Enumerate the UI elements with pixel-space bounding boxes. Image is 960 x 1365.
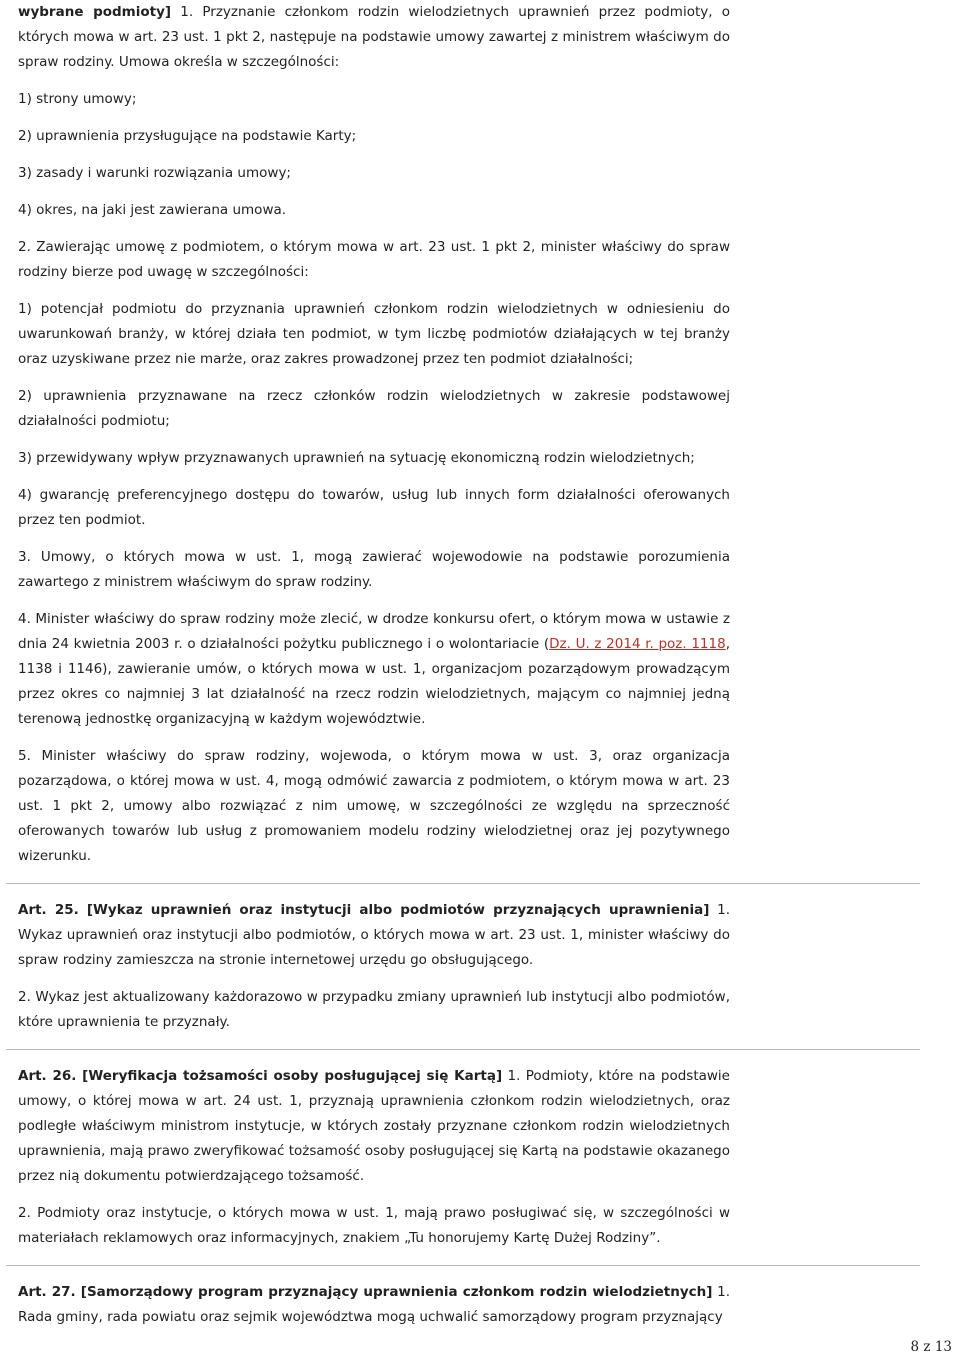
article-27-heading: Art. 27. [Samorządowy program przyznający uprawnienia członkom rodzin wielodzietnych] bbox=[18, 1284, 713, 1300]
paragraph-2: 2. Zawierając umowę z podmiotem, o którym mowa w art. 23 ust. 1 pkt 2, minister właściwy do spraw rodziny bierze pod uwagę w szczególności: bbox=[18, 239, 730, 280]
divider bbox=[6, 883, 920, 884]
list2-item: 1) potencjał podmiotu do przyznania uprawnień członkom rodzin wielodzietnych w odniesieniu do uwarunkowań branży, w której działa ten podmiot, w tym liczbę podmiotów działających w tej branży oraz uzyskiwane przez nie marże, oraz zakres prowadzonej przez ten podmiot działalności; bbox=[18, 301, 730, 367]
dz-u-link[interactable]: Dz. U. z 2014 r. poz. 1118 bbox=[549, 636, 726, 652]
list1-item: 3) zasady i warunki rozwiązania umowy; bbox=[18, 165, 291, 181]
list1-item: 1) strony umowy; bbox=[18, 91, 137, 107]
list2-item: 2) uprawnienia przyznawane na rzecz członków rodzin wielodzietnych w zakresie podstawowej działalności podmiotu; bbox=[18, 388, 730, 429]
article-25-text: 1. Wykaz uprawnień oraz instytucji albo podmiotów, o których mowa w art. 23 ust. 1, minister właściwy do spraw rodziny zamieszcza na stronie internetowej urzędu go obsługującego. bbox=[18, 902, 731, 968]
article-25-heading: Art. 25. [Wykaz uprawnień oraz instytucji albo podmiotów przyznających uprawnienia] bbox=[18, 902, 710, 918]
paragraph-4 bbox=[18, 607, 730, 732]
p4-before: 4. Minister właściwy do spraw rodziny może zlecić, w drodze konkursu ofert, o którym mowa w ustawie z dnia 24 kwietnia 2003 r. o działalności pożytku publicznego i o wolontariacie ( bbox=[18, 611, 730, 652]
paragraph-intro bbox=[18, 0, 730, 75]
document-page bbox=[18, 0, 730, 1342]
divider bbox=[6, 1049, 920, 1050]
article-26-text: 1. Podmioty, które na podstawie umowy, o której mowa w art. 24 ust. 1, przyznają uprawnienia członkom rodzin wielodzietnych, oraz podległe właściwym ministrom instytucje, w których zostały przyznane członkom rodzin wielodzietnych uprawnienia, mają prawo zweryfikować tożsamość osoby posługującej się Kartą na podstawie okazanego przez nią dokumentu potwierdzającego tożsamość. bbox=[18, 1068, 730, 1184]
page-number: 8 z 13 bbox=[910, 1339, 952, 1355]
paragraph-3: 3. Umowy, o których mowa w ust. 1, mogą zawierać wojewodowie na podstawie porozumienia zawartego z ministrem właściwym do spraw rodziny. bbox=[18, 549, 730, 590]
article-26 bbox=[18, 1064, 730, 1189]
article-26-heading: Art. 26. [Weryfikacja tożsamości osoby posługującej się Kartą] bbox=[18, 1068, 503, 1084]
intro-text: 1. Przyznanie członkom rodzin wielodzietnych uprawnień przez podmioty, o których mowa w art. 23 ust. 1 pkt 2, następuje na podstawie umowy zawartej z ministrem właściwym do spraw rodziny. Umowa określa w szczególności: bbox=[18, 4, 730, 70]
list2-item: 3) przewidywany wpływ przyznawanych uprawnień na sytuację ekonomiczną rodzin wielodzietnych; bbox=[18, 450, 695, 466]
paragraph-5: 5. Minister właściwy do spraw rodziny, wojewoda, o którym mowa w ust. 3, oraz organizacja pozarządowa, o której mowa w ust. 4, mogą odmówić zawarcia z podmiotem, o którym mowa w art. 23 ust. 1 pkt 2, umowy albo rozwiązać z nim umowę, w szczególności ze względu na sprzeczność oferowanych towarów lub usług z promowaniem modelu rodziny wielodzietnej oraz jej pozytywnego wizerunku. bbox=[18, 748, 730, 864]
p4-after: , 1138 i 1146), zawieranie umów, o których mowa w ust. 1, organizacjom pozarządowym prowadzącym przez okres co najmniej 3 lat działalność na rzecz rodzin wielodzietnych, mającym co najmniej jedną terenową jednostkę organizacyjną w każdym województwie. bbox=[18, 636, 730, 727]
intro-bold: wybrane podmioty] bbox=[18, 4, 172, 20]
divider bbox=[6, 1265, 920, 1266]
list1-item: 2) uprawnienia przysługujące na podstawie Karty; bbox=[18, 128, 357, 144]
article-25 bbox=[18, 898, 730, 973]
article-26-paragraph-2: 2. Podmioty oraz instytucje, o których mowa w ust. 1, mają prawo posługiwać się, w szczególności w materiałach reklamowych oraz informacyjnych, znakiem „Tu honorujemy Kartę Dużej Rodziny”. bbox=[18, 1205, 730, 1246]
list1-item: 4) okres, na jaki jest zawierana umowa. bbox=[18, 202, 287, 218]
list2-item: 4) gwarancję preferencyjnego dostępu do towarów, usług lub innych form działalności oferowanych przez ten podmiot. bbox=[18, 487, 730, 528]
article-27-text: 1. Rada gminy, rada powiatu oraz sejmik województwa mogą uchwalić samorządowy program przyznający bbox=[18, 1284, 731, 1325]
article-25-paragraph-2: 2. Wykaz jest aktualizowany każdorazowo w przypadku zmiany uprawnień lub instytucji albo podmiotów, które uprawnienia te przyznały. bbox=[18, 989, 730, 1030]
article-27 bbox=[18, 1280, 730, 1330]
